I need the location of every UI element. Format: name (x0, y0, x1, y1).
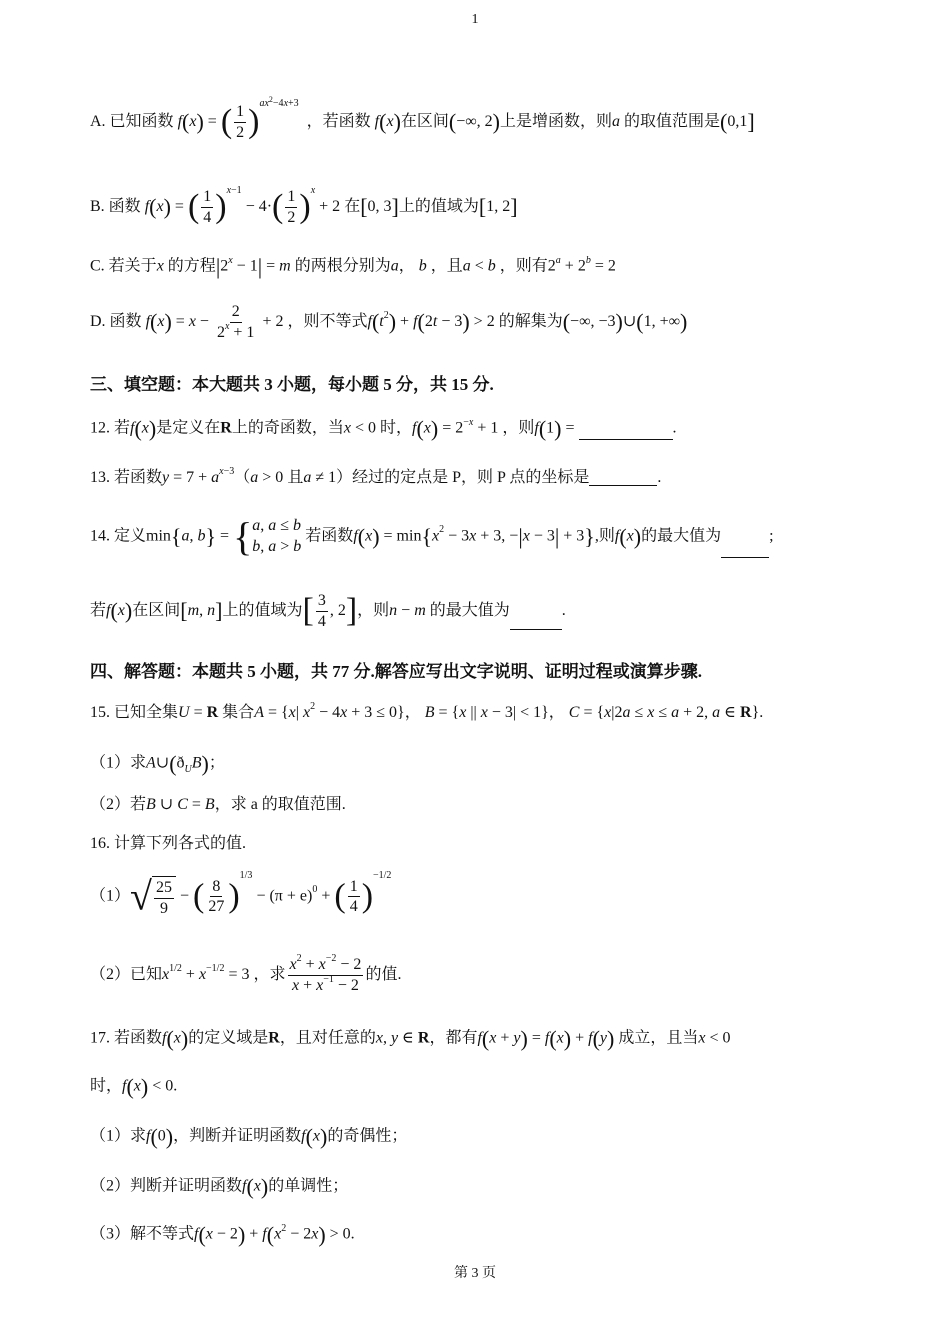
option-c-mid2: 的两根分别为 (294, 257, 391, 275)
question-14-part2: 若f(x)在区间[m, n]上的值域为[ $\frac{3}{4}$ , 2]，则n − m 的最大值为 . (90, 592, 566, 630)
section-four-heading: 四、解答题：本题共 5 小题，共 77 分.解答应写出文字说明、证明过程或演算步骤. (90, 662, 702, 681)
question-12: 12. 若f(x)是定义在R上的奇函数，当x < 0 时，$f(x) = 2^{-x} + 1$ ，则f(1) = . (90, 416, 677, 441)
q17-line2: 时，f(x) < 0. (90, 1074, 178, 1099)
q13-end: ）经过的定点是 P，则 P 点的坐标是 (336, 469, 590, 486)
option-a-mid: 在区间 (400, 112, 449, 130)
option-c-mid: 的方程 (167, 257, 216, 275)
q15-p2-lead: （2）若 (90, 796, 147, 813)
option-c: C. 若关于x 的方程$|2^x - 1| = m$ 的两根分别为a， b ，且a < b ，则有$2^a + 2^b = 2$ (90, 254, 616, 279)
q17-lead: 17. 若函数 (90, 1029, 163, 1047)
option-c-end: ，则有 (499, 257, 548, 275)
q17-p1-end: 的奇偶性； (327, 1127, 408, 1145)
q17-part3: （3）解不等式$f(x - 2) + f(x^2 - 2x) > 0$. (90, 1222, 355, 1247)
q12-mid2: 上的奇函数，当 (231, 419, 344, 437)
q14-end2: 的最大值为 (641, 527, 722, 545)
q12-lead: 12. 若 (90, 419, 131, 437)
q16-part2: （2）已知$x^{1/2} + x^{-1/2} = 3$ ，求 $\frac{x^2 + x^{-2} - 2}{x + x^{-1} - 2}$ 的值. (90, 953, 402, 994)
q14b-mid3: ，则 (357, 601, 390, 619)
question-15: 15. 已知全集U = R 集合A = {x| $x^2 - 4x + 3 \le 0$}， B = {x || x − 3| < 1}， C = {x|2a ≤ x ≤ a + 2, a ∈ R}. (90, 701, 764, 721)
question-16: 16. 计算下列各式的值. (90, 835, 247, 852)
q17-mid2: ，且对任意的 (279, 1029, 376, 1047)
q14-end: ,则 (594, 527, 615, 545)
question-13: 13. 若函数$y = 7 + a^{x-3}(a > 0$ 且a ≠ 1）经过的定点是 P，则 P 点的坐标是 . (90, 466, 662, 486)
q14b-mid: 在区间 (132, 601, 181, 619)
q15-part2: （2）若B ∪ C = B，求 a 的取值范围. (90, 796, 346, 813)
option-b: B. 函数 f(x) = ( $\frac{1}{4}$ )$^{x-1}$ − 4·( $\frac{1}{2}$ )$^x$ + 2 在[0, 3]上的值域为[1, 2] (90, 184, 518, 226)
option-d: D. 函数 f(x) = x − $\frac{2}{2^x + 1}$ + 2 ，则不等式$f(t^2) + f(2t - 3) > 2$ 的解集为(−∞, −3)∪(1, +∞) (90, 303, 688, 341)
section-three-heading: 三、填空题：本大题共 3 小题，每小题 5 分，共 15 分. (90, 375, 494, 394)
page-footer: 第 3 页 (454, 1266, 496, 1281)
q17-part1: （1）求f(0)，判断并证明函数f(x)的奇偶性； (90, 1124, 408, 1149)
q15-lead: 15. 已知全集 (90, 704, 179, 721)
q15-p1-lead: （1）求 (90, 754, 147, 772)
option-a-cond: ，若函数 (306, 112, 371, 130)
q17-part2: （2）判断并证明函数f(x)的单调性； (90, 1174, 349, 1199)
q13-lead: 13. 若函数 (90, 469, 163, 486)
question-14: 14. 定义min{a, b} = { a, a ≤ b b, a > b 若函数$f(x) = \min\{x^2 - 3x + 3$, −|x − 3| + 3},则f(x)的最大值为 ; (90, 513, 774, 559)
option-d-end: 的解集为 (498, 312, 563, 330)
q13-mid: （ (234, 469, 251, 486)
q17-mid3: ，都有 (429, 1029, 478, 1047)
q14-lead: 14. 定义 (90, 527, 147, 545)
option-d-lead: D. 函数 (90, 312, 142, 330)
option-b-end: 上的值域为 (398, 197, 479, 215)
q14b-mid2: 上的值域为 (222, 601, 303, 619)
q14b-lead: 若 (90, 601, 107, 619)
q17-p1-lead: （1）求 (90, 1127, 147, 1145)
option-b-lead: B. 函数 (90, 197, 141, 215)
q16-p1-lead: （1） (90, 887, 131, 905)
option-b-mid: 在 (344, 197, 361, 215)
question-17: 17. 若函数f(x)的定义域是R，且对任意的x, y ∈ R，都有f(x + y) = f(x) + f(y) 成立，且当x < 0 (90, 1026, 731, 1051)
q16-part1: （1）√ $\frac{25}{9}$ − ( $\frac{8}{27}$ )$^{1/3} - (\pi + e)^0$ + ( $\frac{1}{4}$ )$^{-1/2}$ (90, 870, 392, 919)
q17-p2-end: 的单调性； (268, 1177, 349, 1195)
option-c-lead: C. 若关于 (90, 257, 157, 275)
q12-mid3: 时， (379, 419, 412, 437)
q17-p1-mid: ，判断并证明函数 (173, 1127, 302, 1145)
q14b-end: 的最大值为 (429, 601, 510, 619)
q15-p2-end: ，求 a 的取值范围. (214, 796, 346, 813)
q16-p2-lead: （2）已知 (90, 965, 163, 983)
q14-mid: 若函数 (305, 527, 354, 545)
q16-p2-mid: ，求 (253, 965, 286, 983)
q12-end: ，则 (502, 419, 535, 437)
q17-p2-lead: （2）判断并证明函数 (90, 1177, 243, 1195)
q17-p3-lead: （3）解不等式 (90, 1225, 195, 1243)
q17-mid4: 成立，且当 (618, 1029, 699, 1047)
page-number: 1 (471, 12, 479, 27)
q12-mid: 是定义在 (156, 419, 221, 437)
q15-mid: 集合 (222, 704, 255, 721)
q15-part1: （1）求$A\cup(ð_UB)$； (90, 751, 225, 776)
option-c-mid3: ，且 (430, 257, 463, 275)
option-a-mid2: 上是增函数，则 (500, 112, 613, 130)
q17-line2-lead: 时， (90, 1077, 123, 1095)
q17-mid: 的定义域是 (188, 1029, 269, 1047)
q13-mid2: 且 (287, 469, 304, 486)
option-a: A. 已知函数 f(x) = ( $\frac{1}{2}$ )$^{ax^2-4x+3}$ ，若函数 f(x)在区间(−∞, 2)上是增函数，则a 的取值范围是(0,1] (90, 94, 755, 141)
option-a-end: 的取值范围是 (624, 112, 721, 130)
option-a-lead: A. 已知函数 (90, 112, 174, 130)
option-d-mid: ，则不等式 (287, 312, 368, 330)
q16-p2-end: 的值. (365, 965, 402, 983)
